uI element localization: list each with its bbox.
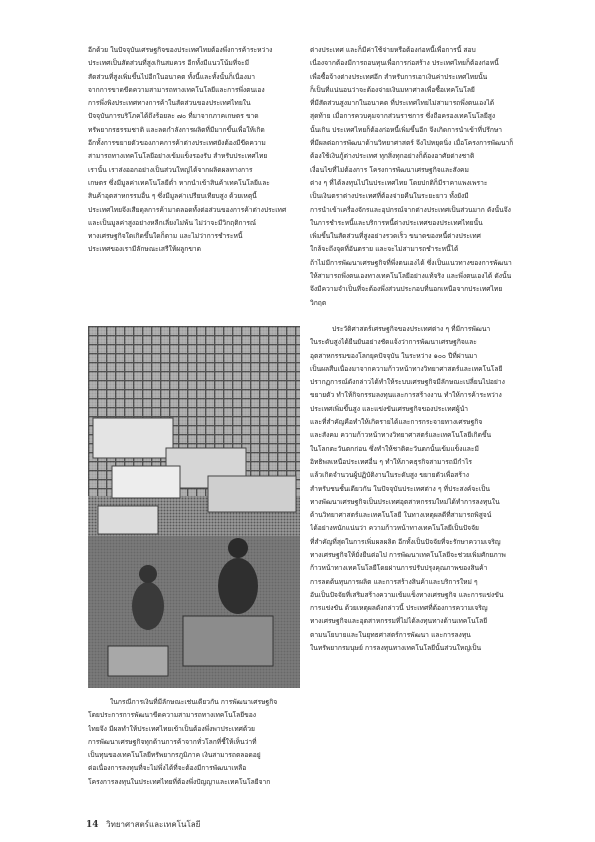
text-line: ที่มีสัดส่วนสูงมากในอนาคต ที่ประเทศไทยไม่สามารถพึ่งตนเองได้: [310, 99, 495, 108]
publication-name: วิทยาศาสตร์และเทคโนโลยี: [106, 820, 201, 829]
text-line: เงื่อนไขที่ไม่ต้องการ โครงการพัฒนาเศรษฐกิจและสังคม: [310, 165, 469, 174]
text-line: ปัจจุบันการบริโภคได้ถึงร้อยละ ๗๐ ที่มาจากภาคเกษตร ขาด: [88, 112, 259, 121]
text-line: และที่สำคัญคือทำให้เกิดรายได้และการกระจายทางเศรษฐกิจ: [310, 418, 483, 427]
text-line: ด้านวิทยาศาสตร์และเทคโนโลยี ในทางเหตุผลดีที่สามารถพิสูจน์: [310, 511, 492, 520]
text-line: โดยประการการพัฒนาขีดความสามารถทางเทคโนโลยีของ: [88, 711, 257, 720]
text-line: วิกฤต: [310, 298, 327, 307]
text-line: เป็นเงินตราต่างประเทศที่ต้องจ่ายคืนในระยะยาว ทั้งยังมี: [310, 192, 469, 201]
text-line: ตามนโยบายและในยุทธศาสตร์การพัฒนา และการลงทุน: [310, 630, 471, 639]
market-scene-illustration: [88, 326, 300, 688]
text-line: ประเทศไทยจึงเสียดุลการค้ามาตลอดทั้งต่อส่วนของการค้าต่างประเทศ: [88, 205, 287, 214]
text-line: เพิ่มขึ้นในสัดส่วนที่สูงอย่างรวดเร็ว ขนาดของหนี้ต่างประเทศ: [310, 232, 481, 241]
text-line: การพึ่งพิงประเทศทางการค้าในสัดส่วนของประเทศไทยใน: [88, 99, 251, 108]
text-line: อีกทั้งการขยายตัวของภาคการค้าต่างประเทศยังต้องมีขีดความ: [88, 139, 266, 148]
text-line: อันเป็นปัจจัยที่เสริมสร้างความเข้มแข็งทางเศรษฐกิจ และการแข่งขัน: [310, 590, 504, 599]
text-line: ที่มีผลต่อการพัฒนาด้านวิทยาศาสตร์ จึงไปหยุดนิ่ง เมื่อโครงการพัฒนาก็: [310, 139, 514, 148]
page-footer: [86, 818, 200, 831]
text-line: ให้สามารถพึ่งตนเองทางเทคโนโลยีอย่างแท้จริง และพึ่งตนเองได้ ดังนั้น: [310, 272, 512, 281]
text-line: ก้าวหน้าทางเทคโนโลยีโดยผ่านการปรับปรุงคุณภาพของสินค้า: [310, 564, 488, 573]
article-column-right: [310, 44, 524, 804]
text-line: ประเทศของเรามีลักษณะเสรีให้ผลูกขาด: [88, 245, 201, 254]
text-line: ถ้าไม่มีการพัฒนาเศรษฐกิจที่พึ่งตนเองได้ ซึ่งเป็นแนวทางของการพัฒนา: [310, 258, 512, 267]
text-line: การพัฒนาเศรษฐกิจทุกด้านการค้าจากทั่วโลกที่ชี้ให้เห็นว่าที่: [88, 737, 257, 746]
text-line: ต่อเนื่องการลงทุนที่จะไม่พึ่งได้ที่จะต้องมีการพัฒนาเหลือ: [88, 764, 247, 773]
text-line: สามารถทางเทคโนโลยีอย่างเข้มแข็งรองรับ สำหรับประเทศไทย: [88, 152, 268, 161]
text-line: อีกด้วย ในปัจจุบันเศรษฐกิจของประเทศไทยต้องพึ่งการค้าระหว่าง: [88, 46, 273, 54]
text-line: ก็เป็นที่แน่นอนว่าจะต้องจ่ายเงินมหาศาลเพื่อซื้อเทคโนโลยี: [310, 85, 475, 94]
text-line: ต่าง ๆ ที่ได้ลงทุนไปในประเทศไทย โดยปกติก็มีราคาแพงเพราะ: [310, 178, 488, 187]
text-line: เนื่องจากต้องมีการถอนทุนเพื่อการก่อสร้าง ประเทศไทยก็ต้องก่อหนี้: [310, 59, 499, 68]
text-line: ใกล้จะถึงจุดที่อันตราย และจะไม่สามารถชำระหนี้ได้: [310, 245, 459, 254]
text-line: ในกรณีการเงินที่มีลักษณะเช่นเดียวกัน การพัฒนาเศรษฐกิจ: [110, 698, 278, 706]
text-line: สินค้าอุตสาหกรรมอื่น ๆ ซึ่งมีมูลค่าเปรียบเทียบสูง ด้วยเหตุนี้: [88, 192, 257, 201]
text-line: ได้อย่างหนักแน่นว่า ความก้าวหน้าทางเทคโนโลยีเป็นปัจจัย: [310, 524, 479, 533]
text-line: ในระดับสูงได้ยืนยันอย่างชัดแจ้งว่าการพัฒนาเศรษฐกิจและ: [310, 338, 477, 347]
text-line: ปรากฏการณ์ดังกล่าวได้ทำให้ระบบเศรษฐกิจมีลักษณะเปลี่ยนไปอย่าง: [310, 378, 505, 387]
text-line: ในการชำระหนี้และบริการหนี้ต่างประเทศของประเทศไทยนั้น: [310, 218, 483, 227]
text-line: แล้วเกิดจำนวนผู้ปฏิบัติงานในระดับสูง ขยายตัวเพื่อสร้าง: [310, 471, 469, 480]
text-line: จึงมีความจำเป็นที่จะต้องพึ่งส่วนประกอบที่นอกเหนือจากประเทศไทย: [310, 285, 503, 294]
text-line: อุตสาหกรรมของโลกยุคปัจจุบัน ในระหว่าง ๑๐๐ ปีที่ผ่านมา: [310, 351, 478, 360]
text-line: อิทธิพลเหนือประเทศอื่น ๆ ทำให้ภาคธุรกิจสามารถมีกำไร: [310, 457, 473, 466]
article-column-left-top: [88, 44, 298, 316]
text-line: ที่สำคัญที่สุดในการเพิ่มผลผลิต อีกทั้งเป็นปัจจัยที่จะรักษาความเจริญ: [310, 537, 501, 546]
text-line: ทางพัฒนาเศรษฐกิจเป็นประเทศอุตสาหกรรมใหม่ได้ทำการลงทุนใน: [310, 497, 500, 506]
text-line: สำหรับชนชั้นเดียวกัน ในปัจจุบันประเทศต่าง ๆ ที่ประสงค์จะเป็น: [310, 484, 490, 493]
text-line: ในทรัพยากรมนุษย์ การลงทุนทางเทคโนโลยีนั้นส่วนใหญ่เป็น: [310, 644, 482, 653]
text-line: ในโลกตะวันตกก่อน ซึ่งทำให้ชาติตะวันตกนั้นเข้มแข็งและมี: [310, 444, 479, 453]
text-line: ทางเศรษฐกิจและอุตสาหกรรมที่ไม่ได้ลงทุนทางด้านเทคโนโลยี: [310, 617, 488, 626]
text-line: ต่างประเทศ และก็มีค่าใช้จ่ายหรือต้องก่อหนี้เพื่อการนี้ สอบ: [310, 46, 476, 54]
article-column-left-bottom: [88, 696, 298, 792]
text-line: เรานั้น เราส่งออกอย่างเป็นส่วนใหญ่ได้จากผลิตผลทางการ: [88, 165, 253, 174]
text-line: ประเทศเป็นสัดส่วนที่สูงเกินสมควร อีกทั้งมีแนวโน้มที่จะมี: [88, 59, 250, 68]
text-line: โครงการลงทุนในประเทศไทยที่ต้องพึ่งปัญญาและเทคโนโลยีจาก: [88, 777, 271, 786]
text-line: สัดส่วนที่สูงเพิ่มขึ้นไปอีกในอนาคต ทั้งนี้และทั้งนั้นก็เนื่องมา: [88, 72, 256, 81]
text-line: ทางเศรษฐกิจให้ยั่งยืนต่อไป การพัฒนาเทคโนโลยีจะช่วยเพิ่มศักยภาพ: [310, 550, 506, 559]
page-number: 14: [86, 820, 99, 830]
text-line: ประวัติศาสตร์เศรษฐกิจของประเทศต่าง ๆ ที่มีการพัฒนา: [332, 324, 491, 333]
text-line: สุดท้าย เมื่อการควบคุมจากส่วนราชการ ซึ่งถือครองเทคโนโลยีสูง: [310, 112, 496, 121]
text-line: การนำเข้าเครื่องจักรและอุปกรณ์จากต่างประเทศเป็นส่วนมาก ดังนั้นจึง: [310, 205, 511, 214]
text-line: จากการขาดขีดความสามารถทางเทคโนโลยีและการพึ่งตนเอง: [88, 85, 265, 94]
text-line: ขยายตัว ทำให้กิจกรรมลงทุนและการสร้างงาน ทำให้การค้าระหว่าง: [310, 391, 502, 400]
text-line: เป็นผลสืบเนื่องมาจากความก้าวหน้าทางวิทยาศาสตร์และเทคโนโลยี: [310, 364, 503, 373]
text-line: การแข่งขัน ด้วยเหตุผลดังกล่าวนี้ ประเทศที่ต้องการความเจริญ: [310, 604, 488, 613]
text-line: เพื่อซื้อจ้างต่างประเทศอีก สำหรับการเอาเงินค่าประเทศไทยนั้น: [310, 72, 488, 81]
text-line: ประเทศเพิ่มขึ้นสูง และแข่งขันเศรษฐกิจของประเทศผู้นำ: [310, 404, 469, 413]
text-line: ต้องใช้เงินกู้ต่างประเทศ ทุกสิ่งทุกอย่างก็ต้องอาศัยต่างชาติ: [310, 152, 475, 161]
text-line: การลดต้นทุนการผลิต และการสร้างสินค้าและบริการใหม่ ๆ: [310, 577, 478, 586]
text-line: และสังคม ความก้าวหน้าทางวิทยาศาสตร์และเทคโนโลยีเกิดขึ้น: [310, 431, 492, 440]
market-photo: [88, 326, 300, 688]
text-line: และเป็นมูลค่าสูงอย่างหลีกเลี่ยงไม่พ้น ไม่ว่าจะมีวิกฤติการณ์: [88, 218, 257, 227]
text-line: ทางเศรษฐกิจใดเกิดขึ้นใดก็ตาม และไม่ว่าการชำระหนี้: [88, 232, 243, 241]
text-line: เป็นทุนของเทคโนโลยีทรัพยากรภูมิภาค เงินสามารถตลอดอยู่: [88, 751, 261, 760]
text-line: นั้นเกิน ประเทศไทยก็ต้องก่อหนี้เพิ่มขึ้นอีก จึงเกิดการนำเข้าที่ปรึกษา: [310, 125, 503, 134]
text-line: ทรัพยากรธรรมชาติ และลดกำลังการผลิตที่มีมากขึ้นเพื่อให้เกิด: [88, 125, 265, 134]
text-line: ไทยจึง มีผลทำให้ประเทศไทยเข้าเป็นต้องพึ่งพาประเทศด้วย: [88, 724, 255, 733]
text-line: เกษตร ซึ่งมีมูลค่าเทคโนโลยีต่ำ หากนำเข้าสินค้าเทคโนโลยีและ: [88, 178, 270, 187]
